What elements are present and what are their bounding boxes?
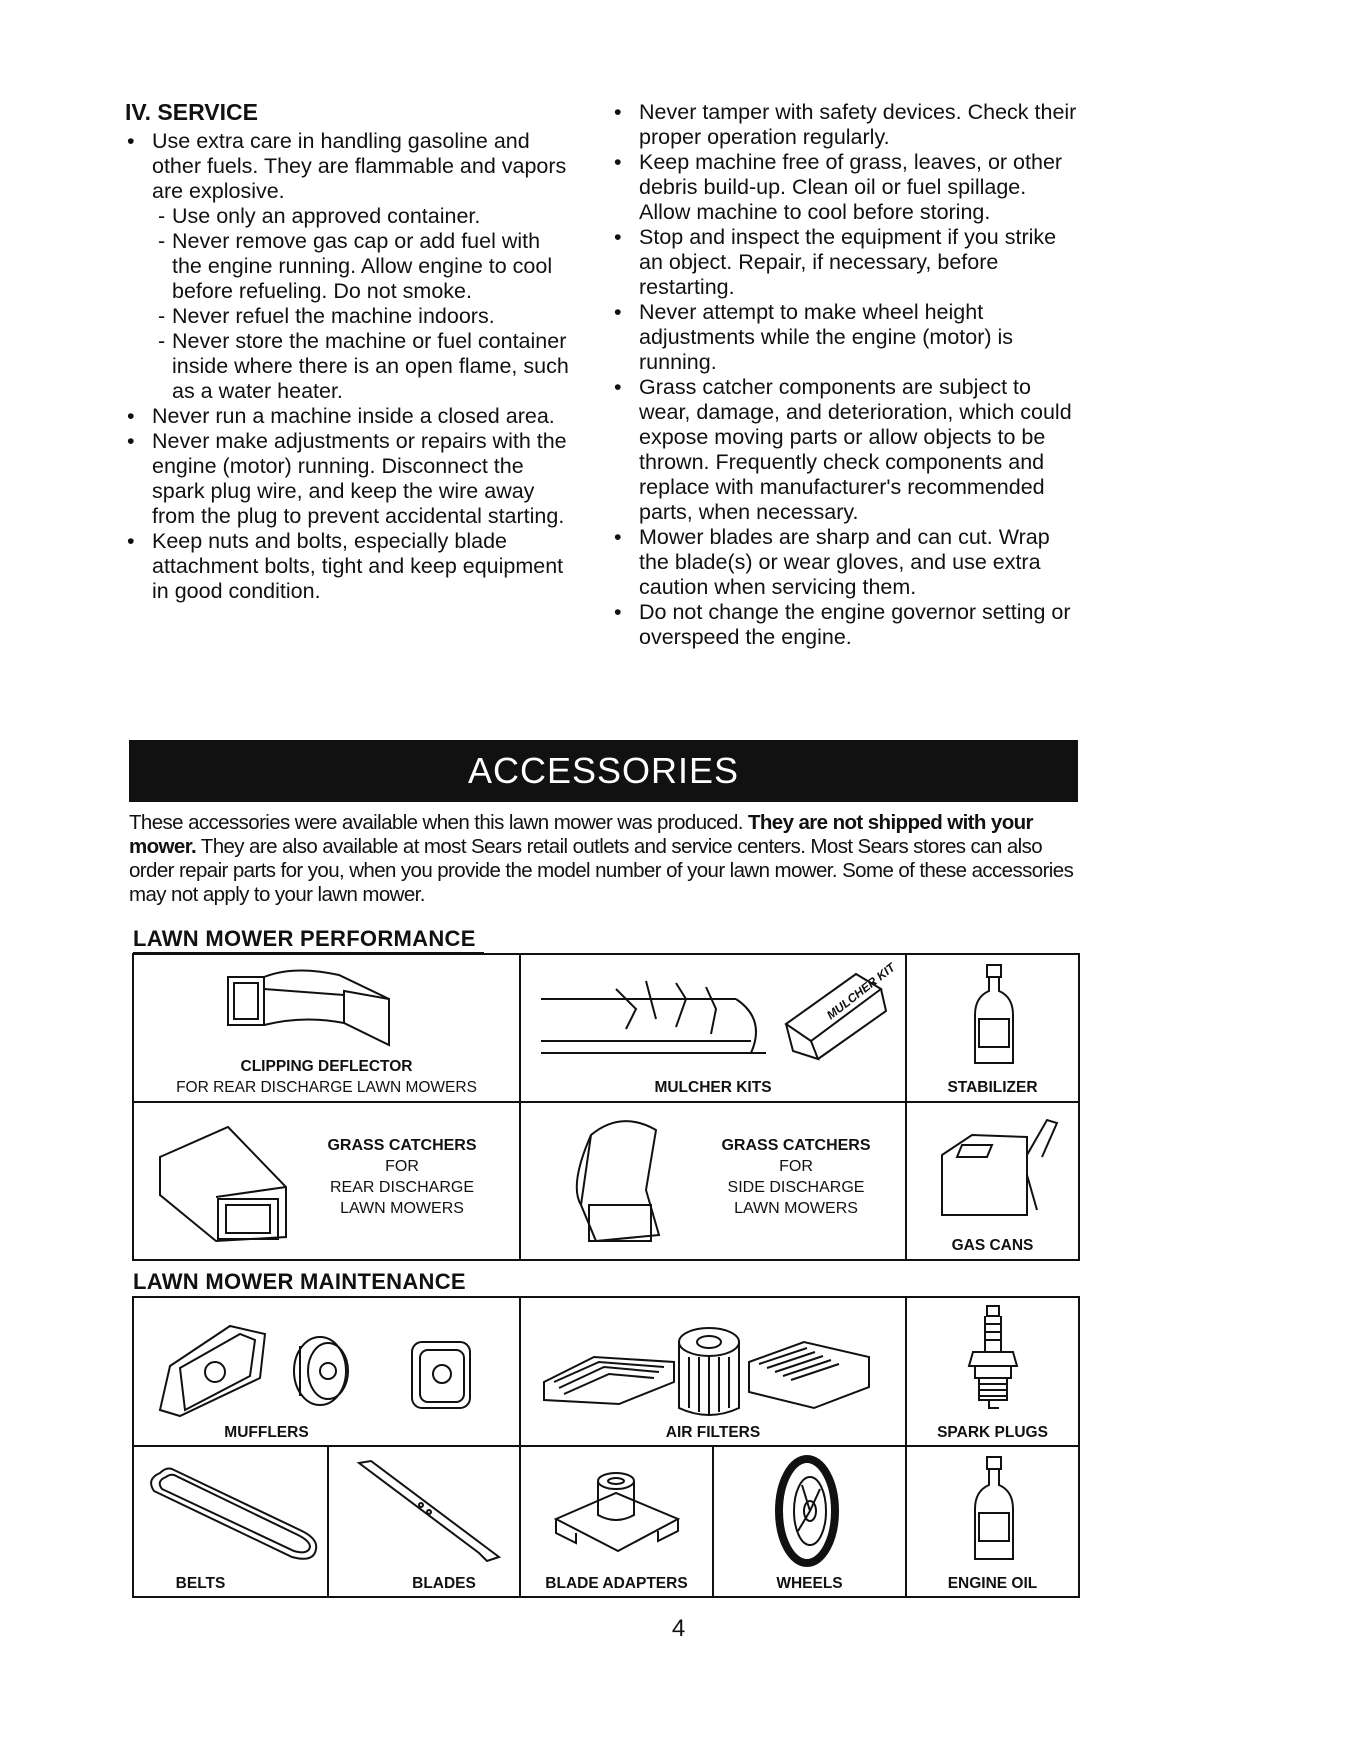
performance-grid (132, 953, 1080, 1261)
mufflers-label: MUFFLERS (224, 1424, 309, 1441)
air-filters-cell (519, 1298, 905, 1445)
side-grass-catchers-label: GRASS CATCHERS FOR SIDE DISCHARGE LAWN MOWERS (721, 1137, 871, 1217)
blades-label: BLADES (412, 1575, 476, 1592)
engine-oil-cell (905, 1445, 1078, 1596)
rear-grass-catchers-label: GRASS CATCHERS FOR REAR DISCHARGE LAWN MOWERS (327, 1137, 477, 1217)
blade-adapter-icon (546, 1459, 686, 1569)
sub-item: - Never refuel the machine indoors. (156, 304, 575, 329)
list-item: • Keep nuts and bolts, especially blade attachment bolts, tight and keep equipment in good condition. (125, 529, 575, 604)
maintenance-title: LAWN MOWER MAINTENANCE (133, 1269, 466, 1294)
muffler-icon (150, 1316, 500, 1421)
mulcher-kits-cell (519, 955, 905, 1101)
gas-cans-label: GAS CANS (951, 1237, 1034, 1254)
gas-can-icon (932, 1115, 1062, 1220)
page-number: 4 (671, 1615, 686, 1642)
performance-title: LAWN MOWER PERFORMANCE (133, 926, 484, 954)
accessories-intro: These accessories were available when this lawn mower was produced. They are not shipped with your mower. They are also available at most Sears retail outlets and service centers. Most Sears stores can also order repair parts for you, when you provide the model number of your lawn mower. Some of these accessories may not apply to your lawn mower. (129, 811, 1074, 906)
belt-icon (142, 1457, 322, 1567)
fuel-sublist (152, 204, 575, 404)
wheels-label: WHEELS (776, 1575, 843, 1592)
mufflers-cell (134, 1298, 519, 1445)
list-item: • Use extra care in handling gasoline and other fuels. They are flammable and vapors are explosive. - Use only an approved container. - Never remove gas cap or add fuel with the engine running. Allow engine to cool before refueling. Do not smoke. - Never refuel the machine indoors. - Never store the machine or fuel container inside where there is an open flame, such as a water heater. (125, 129, 575, 404)
clipping-deflector-cell (134, 955, 519, 1101)
list-item: • Never make adjustments or repairs with the engine (motor) running. Disconnect the spark plug wire, and keep the wire away from the plug to prevent accidental starting. (125, 429, 575, 529)
list-item: • Never tamper with safety devices. Check their proper operation regularly. (612, 100, 1082, 150)
list-item: • Never run a machine inside a closed area. (125, 404, 575, 429)
sub-item: - Never store the machine or fuel container inside where there is an open flame, such as a water heater. (156, 329, 575, 404)
air-filter-icon (539, 1312, 889, 1422)
side-grass-catcher-cell (519, 1101, 905, 1259)
accessories-banner: ACCESSORIES (129, 740, 1078, 802)
spark-plugs-cell (905, 1298, 1078, 1445)
list-item: • Keep machine free of grass, leaves, or other debris build-up. Clean oil or fuel spillage. Allow machine to cool before storing. (612, 150, 1082, 225)
not-shipped-notice: They are not shipped with your mower. (129, 811, 1033, 858)
spark-plugs-label: SPARK PLUGS (937, 1424, 1048, 1441)
belts-cell (134, 1445, 327, 1596)
wheel-icon (762, 1455, 852, 1570)
list-item: • Stop and inspect the equipment if you strike an object. Repair, if necessary, before restarting. (612, 225, 1082, 300)
list-item: • Mower blades are sharp and can cut. Wrap the blade(s) or wear gloves, and use extra caution when servicing them. (612, 525, 1082, 600)
list-item: • Never attempt to make wheel height adjustments while the engine (motor) is running. (612, 300, 1082, 375)
blade-adapters-label: BLADE ADAPTERS (545, 1575, 688, 1592)
wheels-cell (712, 1445, 905, 1596)
sub-item: - Never remove gas cap or add fuel with the engine running. Allow engine to cool before refueling. Do not smoke. (156, 229, 575, 304)
list-item: • Grass catcher components are subject to wear, damage, and deterioration, which could expose moving parts or allow objects to be thrown. Frequently check components and replace with manufacturer's recommended parts, when necessary. (612, 375, 1082, 525)
mulcher-blade-icon (536, 969, 766, 1069)
belts-label: BELTS (175, 1575, 226, 1592)
air-filters-label: AIR FILTERS (665, 1424, 761, 1441)
engine-oil-label: ENGINE OIL (947, 1575, 1038, 1592)
rear-grass-catcher-icon (156, 1117, 296, 1247)
mulcher-kit-box-text: MULCHER KIT (823, 960, 898, 1023)
clipping-deflector-icon (224, 965, 414, 1055)
service-title: IV. SERVICE (125, 99, 258, 125)
stabilizer-cell (905, 955, 1078, 1101)
service-left-column (125, 100, 575, 604)
rear-grass-catcher-cell (134, 1101, 519, 1259)
sub-item: - Use only an approved container. (156, 204, 575, 229)
service-right-list (612, 100, 1082, 650)
side-grass-catcher-icon (561, 1115, 671, 1255)
blade-icon (349, 1457, 509, 1567)
mulcher-kits-label: MULCHER KITS (654, 1079, 772, 1096)
clipping-deflector-label: CLIPPING DEFLECTOR (240, 1058, 413, 1075)
mulcher-kit-box-icon (781, 960, 898, 1059)
engine-oil-bottle-icon (969, 1455, 1019, 1565)
stabilizer-bottle-icon (969, 963, 1019, 1068)
gas-cans-cell (905, 1101, 1078, 1259)
service-left-list (125, 129, 575, 604)
blade-adapters-cell (519, 1445, 712, 1596)
service-right-column (612, 100, 1082, 650)
maintenance-grid (132, 1296, 1080, 1598)
clipping-deflector-sublabel: FOR REAR DISCHARGE LAWN MOWERS (176, 1079, 477, 1096)
spark-plug-icon (963, 1304, 1023, 1419)
blades-cell (327, 1445, 519, 1596)
stabilizer-label: STABILIZER (947, 1079, 1038, 1096)
list-item: • Do not change the engine governor setting or overspeed the engine. (612, 600, 1082, 650)
